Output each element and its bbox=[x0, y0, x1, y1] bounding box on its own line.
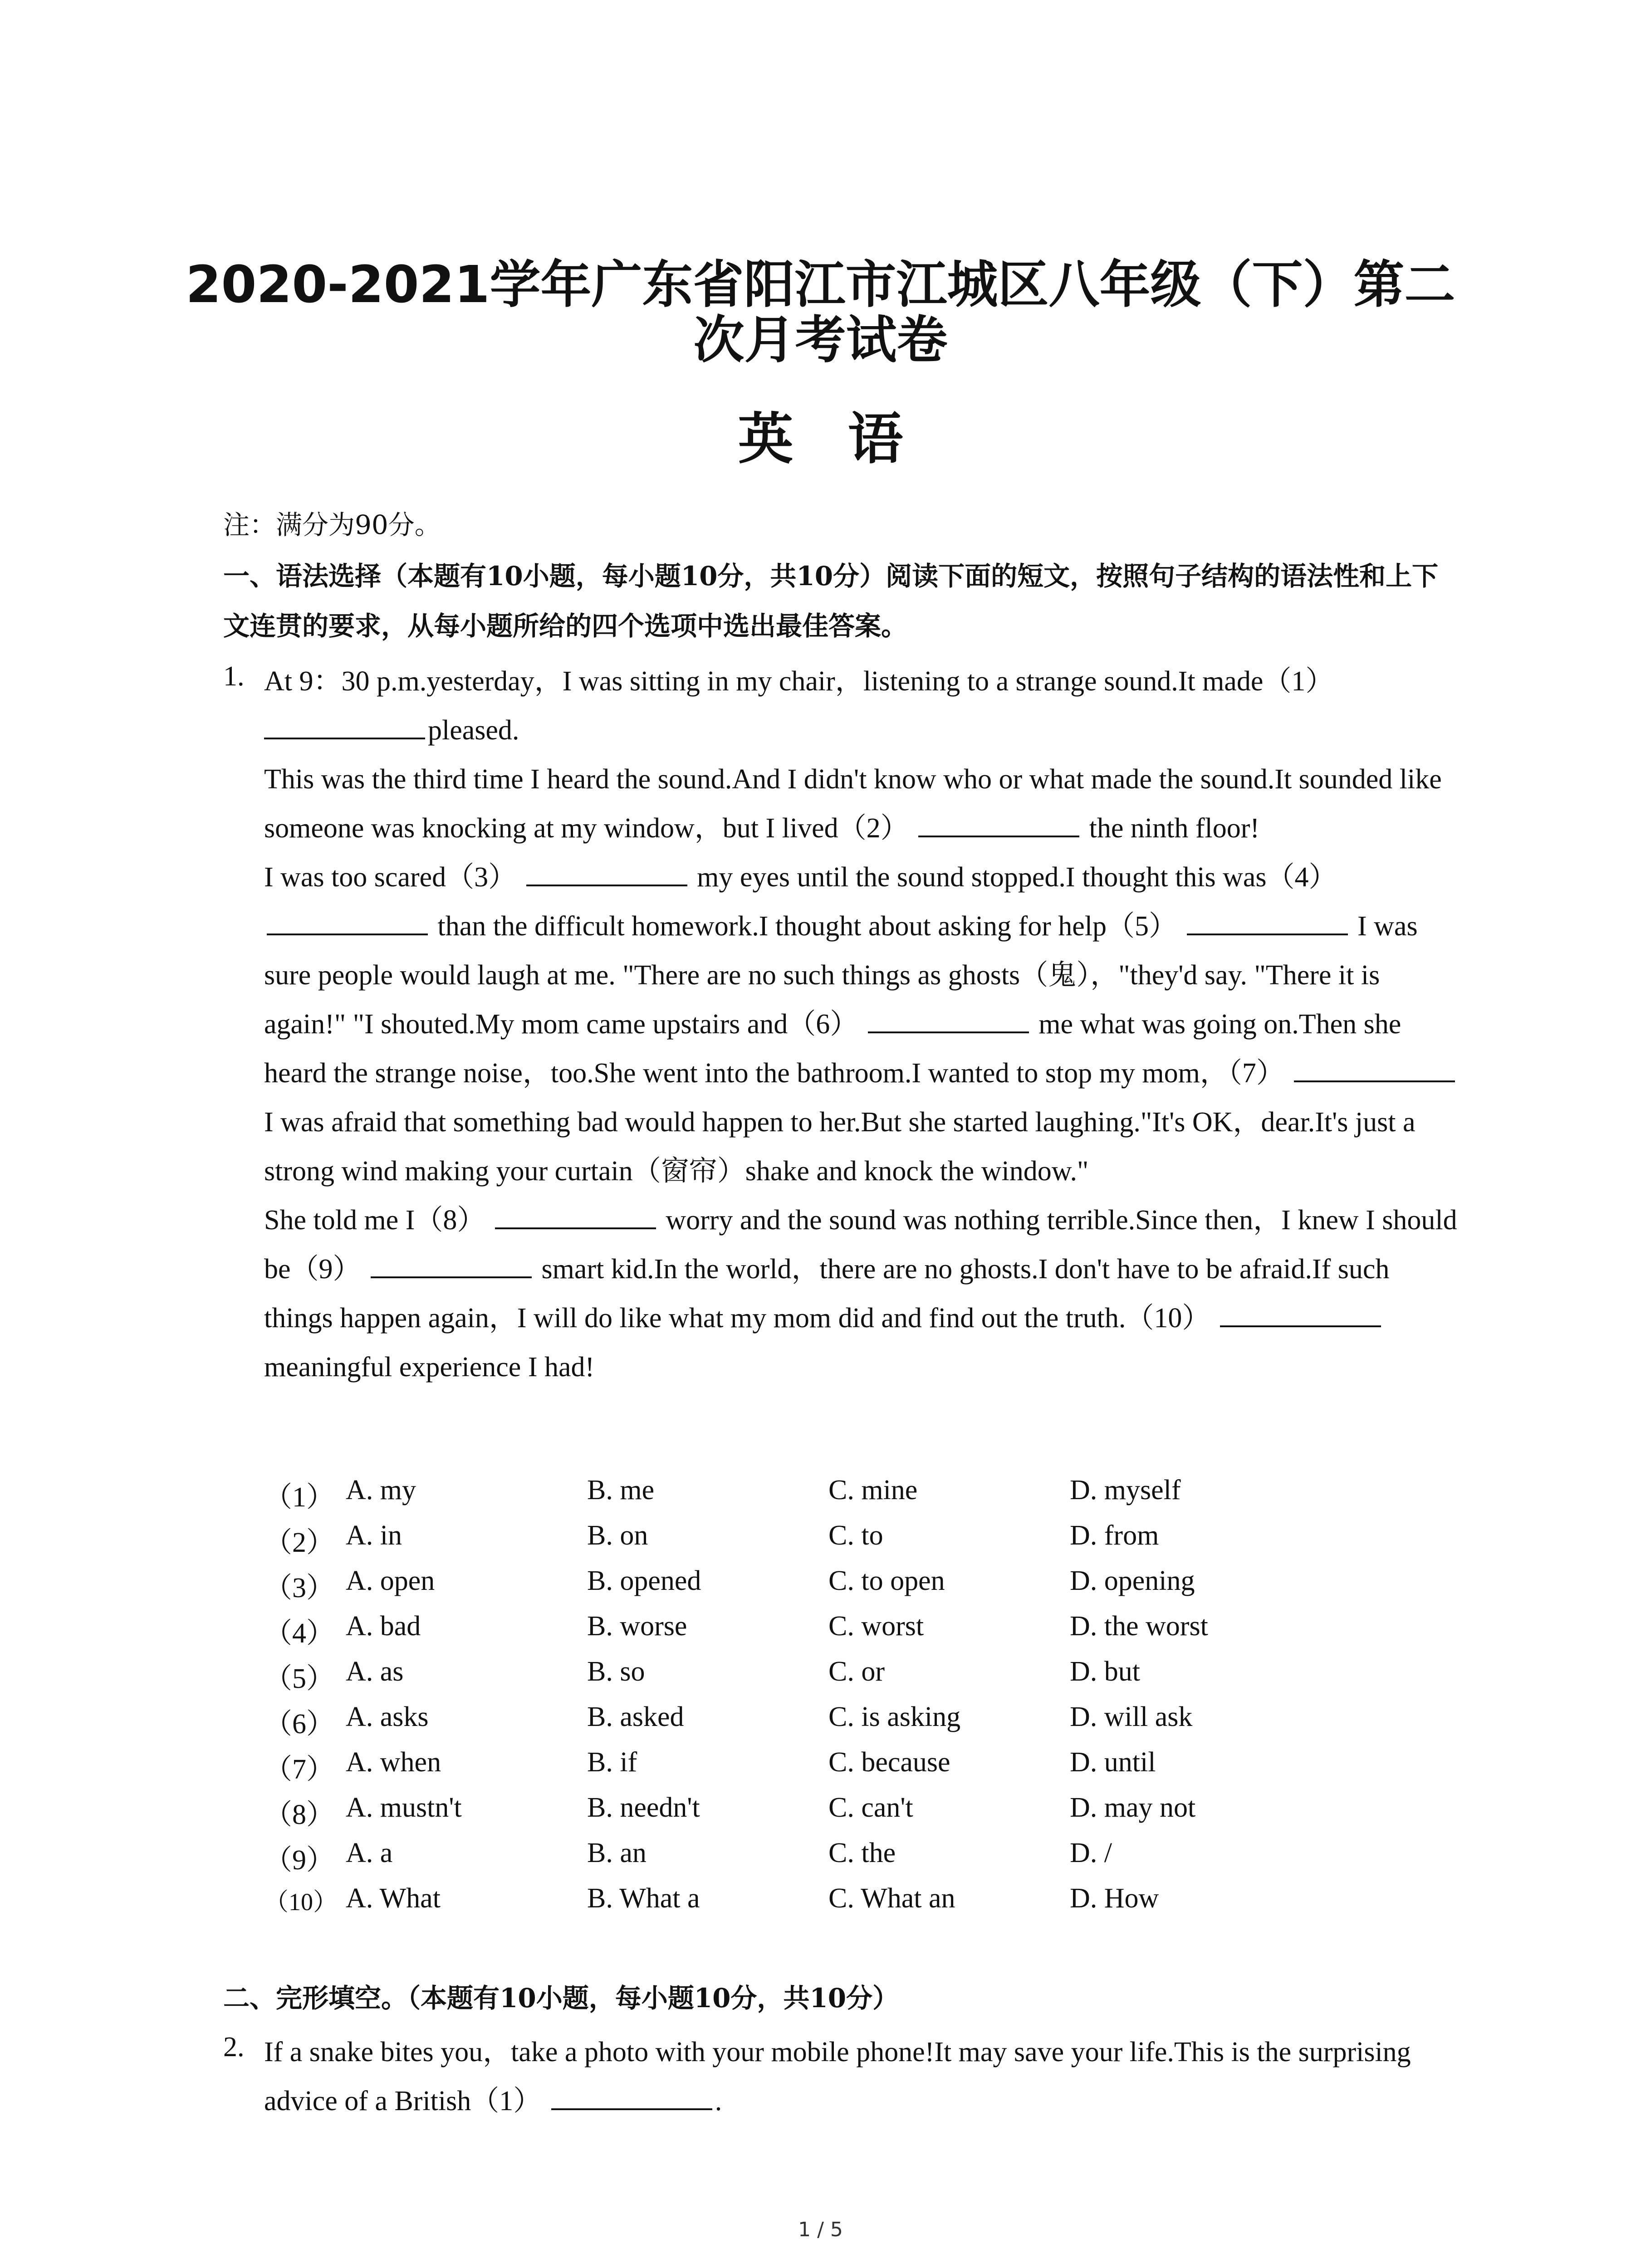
option-row bbox=[264, 1565, 1462, 1610]
option-b[interactable]: B. asked bbox=[587, 1701, 684, 1732]
option-d[interactable]: D. will ask bbox=[1070, 1701, 1193, 1732]
option-row bbox=[264, 1837, 1462, 1882]
passage-text: smart kid.In the world，there are no ghosts.I don't have to be afraid.If such things happen again，I will do like what my mom did and find out the truth.（10） bbox=[264, 1254, 1390, 1334]
option-d[interactable]: D. the worst bbox=[1070, 1611, 1208, 1642]
option-row-number: （7） bbox=[264, 1754, 335, 1785]
option-row bbox=[264, 1882, 1462, 1928]
passage-text: . bbox=[715, 2086, 722, 2116]
option-a[interactable]: A. asks bbox=[346, 1701, 429, 1732]
passage-text: She told me I（8） bbox=[264, 1205, 485, 1236]
option-d[interactable]: D. myself bbox=[1070, 1475, 1181, 1505]
option-a[interactable]: A. What bbox=[346, 1883, 441, 1914]
option-a[interactable]: A. a bbox=[346, 1838, 393, 1868]
question-2-number: 2. bbox=[223, 2032, 245, 2063]
option-row-number: （2） bbox=[264, 1527, 335, 1558]
exam-title-line-2: 次月考试卷 bbox=[693, 311, 948, 370]
option-b[interactable]: B. needn't bbox=[587, 1792, 700, 1823]
passage-text: pleased. bbox=[428, 715, 519, 746]
option-a[interactable]: A. open bbox=[346, 1565, 435, 1596]
passage-text: worry and the sound was nothing terrible.Since then，I knew I should be（9） bbox=[264, 1205, 1457, 1285]
option-d[interactable]: D. opening bbox=[1070, 1565, 1195, 1596]
option-b[interactable]: B. so bbox=[587, 1656, 645, 1687]
exam-title-line-1: 2020-2021学年广东省阳江市江城区八年级（下）第二 bbox=[186, 255, 1455, 314]
score-note: 注：满分为90分。 bbox=[223, 509, 441, 540]
answer-blank-9[interactable] bbox=[371, 1251, 532, 1278]
passage-text: the ninth floor! bbox=[1089, 813, 1260, 844]
option-d[interactable]: D. / bbox=[1070, 1838, 1112, 1868]
passage-text: This was the third time I heard the sound.And I didn't know who or what made the sound.It sounded like someone was knocking at my window，but I lived（2） bbox=[264, 764, 1442, 844]
answer-blank-3[interactable] bbox=[526, 859, 687, 886]
option-row bbox=[264, 1656, 1462, 1701]
option-row-number: （6） bbox=[264, 1709, 335, 1740]
answer-blank-2-1[interactable] bbox=[551, 2083, 712, 2110]
option-row-number: （9） bbox=[264, 1845, 335, 1876]
passage-text: I was too scared（3） bbox=[264, 862, 517, 893]
option-row-number: （3） bbox=[264, 1573, 335, 1603]
option-d[interactable]: D. from bbox=[1070, 1520, 1159, 1551]
answer-blank-1[interactable] bbox=[264, 712, 425, 739]
answer-blank-4[interactable] bbox=[267, 908, 428, 935]
option-d[interactable]: D. but bbox=[1070, 1656, 1140, 1687]
option-c[interactable]: C. or bbox=[828, 1656, 885, 1687]
option-b[interactable]: B. me bbox=[587, 1475, 655, 1505]
option-a[interactable]: A. as bbox=[346, 1656, 404, 1687]
answer-blank-2[interactable] bbox=[918, 810, 1079, 837]
page-number: 1 / 5 bbox=[798, 2218, 843, 2241]
section-1-heading: 一、语法选择（本题有10小题，每小题10分，共10分）阅读下面的短文，按照句子结构的语法性和上下文连贯的要求，从每小题所给的四个选项中选出最佳答案。 bbox=[223, 561, 1439, 641]
option-c[interactable]: C. the bbox=[828, 1838, 896, 1868]
option-row-number: （1） bbox=[264, 1482, 335, 1513]
passage-text: If a snake bites you，take a photo with your mobile phone!It may save your life.This is the surprising advice of a British（1） bbox=[264, 2037, 1411, 2116]
option-c[interactable]: C. mine bbox=[828, 1475, 918, 1505]
option-b[interactable]: B. What a bbox=[587, 1883, 700, 1914]
passage-text: than the difficult homework.I thought about asking for help（5） bbox=[437, 911, 1177, 942]
subject-title: 英语 bbox=[738, 406, 958, 471]
option-row-number: （4） bbox=[264, 1618, 335, 1649]
option-c[interactable]: C. can't bbox=[828, 1792, 913, 1823]
option-c[interactable]: C. to bbox=[828, 1520, 883, 1551]
passage-text: At 9：30 p.m.yesterday，I was sitting in my chair，listening to a strange sound.It made（1） bbox=[264, 666, 1334, 697]
option-b[interactable]: B. an bbox=[587, 1838, 647, 1868]
section-2-heading: 二、完形填空。（本题有10小题，每小题10分，共10分） bbox=[223, 1983, 899, 2014]
option-b[interactable]: B. worse bbox=[587, 1611, 687, 1642]
passage-text: meaningful experience I had! bbox=[264, 1352, 595, 1383]
option-b[interactable]: B. on bbox=[587, 1520, 648, 1551]
option-row bbox=[264, 1792, 1462, 1837]
option-b[interactable]: B. opened bbox=[587, 1565, 701, 1596]
question-2-passage bbox=[264, 2028, 1462, 2126]
option-row-number: （8） bbox=[264, 1799, 335, 1830]
option-row-number: （10） bbox=[264, 1888, 338, 1916]
option-row bbox=[264, 1520, 1462, 1565]
question-1-number: 1. bbox=[223, 661, 245, 692]
option-row-number: （5） bbox=[264, 1663, 335, 1694]
option-row bbox=[264, 1746, 1462, 1792]
option-c[interactable]: C. worst bbox=[828, 1611, 924, 1642]
option-row bbox=[264, 1610, 1462, 1656]
option-c[interactable]: C. is asking bbox=[828, 1701, 961, 1732]
option-a[interactable]: A. mustn't bbox=[346, 1792, 462, 1823]
passage-text: my eyes until the sound stopped.I thought this was（4） bbox=[697, 862, 1337, 893]
option-row bbox=[264, 1701, 1462, 1746]
answer-blank-5[interactable] bbox=[1187, 908, 1348, 935]
option-d[interactable]: D. may not bbox=[1070, 1792, 1196, 1823]
option-a[interactable]: A. in bbox=[346, 1520, 402, 1551]
question-1-passage bbox=[264, 657, 1462, 1392]
option-a[interactable]: A. bad bbox=[346, 1611, 421, 1642]
option-d[interactable]: D. How bbox=[1070, 1883, 1159, 1914]
option-c[interactable]: C. because bbox=[828, 1747, 950, 1778]
answer-blank-10[interactable] bbox=[1220, 1300, 1381, 1327]
option-row bbox=[264, 1474, 1462, 1520]
passage-text: I was afraid that something bad would happen to her.But she started laughing."It's OK，dear.It's just a strong wind making your curtain（窗帘）shake and knock the window." bbox=[264, 1107, 1416, 1187]
answer-blank-6[interactable] bbox=[868, 1006, 1029, 1033]
answer-blank-8[interactable] bbox=[495, 1202, 656, 1229]
passage-text: I was sure people would laugh at me. "There are no such things as ghosts（鬼），"they'd say. "There it is again!" "I shouted.My mom came upstairs and（6） bbox=[264, 911, 1418, 1040]
option-b[interactable]: B. if bbox=[587, 1747, 637, 1778]
passage-text: me what was going on.Then she heard the strange noise，too.She went into the bathroom.I wanted to stop my mom，（7） bbox=[264, 1009, 1401, 1089]
option-d[interactable]: D. until bbox=[1070, 1747, 1156, 1778]
answer-blank-7[interactable] bbox=[1294, 1055, 1455, 1082]
option-a[interactable]: A. my bbox=[346, 1475, 416, 1505]
option-a[interactable]: A. when bbox=[346, 1747, 441, 1778]
option-c[interactable]: C. What an bbox=[828, 1883, 955, 1914]
option-c[interactable]: C. to open bbox=[828, 1565, 945, 1596]
